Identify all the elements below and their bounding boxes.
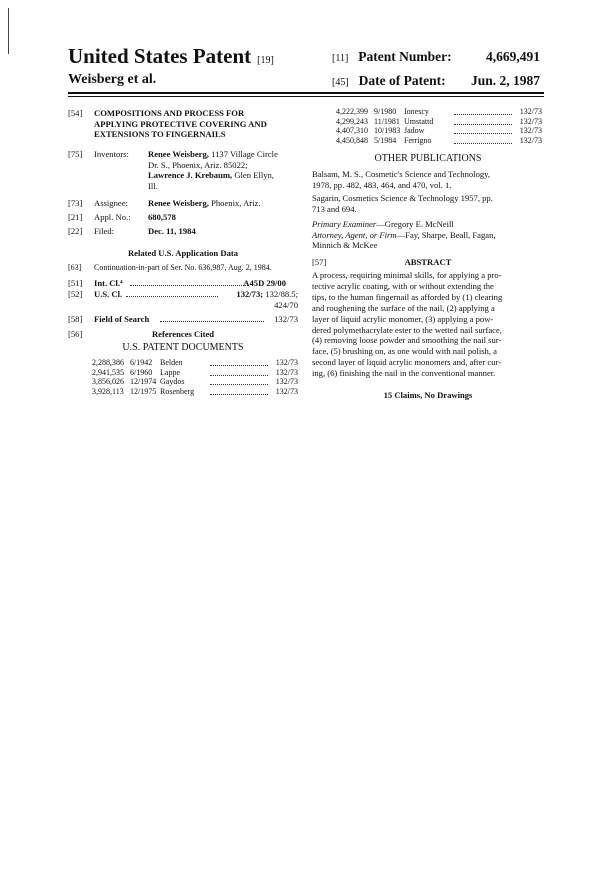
patent-title: COMPOSITIONS AND PROCESS FOR APPLYING PROTECTIVE COVERING AND EXTENSIONS TO FINGERNAILS bbox=[94, 108, 267, 140]
dot-leader bbox=[210, 387, 268, 395]
reference-number: 3,928,113 bbox=[92, 386, 124, 396]
reference-date: 10/1983 bbox=[374, 126, 401, 135]
header-rule bbox=[68, 92, 544, 94]
reference-class: 132/73 bbox=[275, 358, 298, 367]
reference-class: 132/73 bbox=[519, 135, 542, 145]
reference-date: 6/1960 bbox=[130, 367, 153, 377]
claims-summary: 15 Claims, No Drawings bbox=[383, 390, 473, 400]
reference-class: 132/73 bbox=[519, 126, 542, 135]
us-docs-heading: U.S. PATENT DOCUMENTS bbox=[122, 342, 244, 353]
reference-number: 4,407,310 bbox=[336, 126, 368, 135]
abstract-text: A process, requiring minimal skills, for applying a pro- tective acrylic coating, with or without extending the tips, to the human fingernail as afforded by (1) clearing and roughening the surface of the nail, (2) applying a layer of liquid acrylic monomer, (3) applying a pow- dered polymethacrylate ester to the wetted nail surface, (4) removing loose powder and smoothing the nail sur- face, (5) brushing on, as one would with nail polish, a second layer of liquid acrylic monomers and, after cur- ing, (6) finishing the nail in the conventional manner. bbox=[312, 270, 503, 379]
dot-leader bbox=[454, 126, 512, 134]
reference-name: Umstattd bbox=[404, 116, 434, 126]
reference-date: 6/1942 bbox=[130, 358, 153, 367]
publication-1: Balsam, M. S., Cosmetic's Science and Technology, 1978, pp. 482, 483, 464, and 470, vol. 1. bbox=[312, 169, 491, 190]
reference-number: 4,222,399 bbox=[336, 107, 368, 116]
reference-class: 132/73 bbox=[519, 116, 542, 126]
reference-number: 2,941,535 bbox=[92, 367, 124, 377]
reference-name: Jadow bbox=[404, 126, 425, 135]
reference-class: 132/73 bbox=[275, 367, 298, 377]
reference-row bbox=[92, 387, 298, 398]
patent-number: [11] Patent Number: 4,669,491 bbox=[332, 49, 540, 64]
reference-row bbox=[336, 136, 542, 147]
reference-date: 9/1980 bbox=[374, 107, 397, 116]
dot-leader bbox=[454, 107, 512, 115]
reference-class: 132/73 bbox=[275, 377, 298, 386]
patent-date: [45] Date of Patent: Jun. 2, 1987 bbox=[332, 73, 540, 88]
scan-mark bbox=[8, 8, 9, 54]
dot-leader bbox=[210, 358, 268, 366]
reference-class: 132/73 bbox=[275, 386, 298, 396]
reference-date: 11/1981 bbox=[374, 116, 400, 126]
reference-number: 4,450,848 bbox=[336, 135, 368, 145]
reference-date: 12/1974 bbox=[130, 377, 157, 386]
reference-name: Belden bbox=[160, 358, 183, 367]
reference-date: 12/1975 bbox=[130, 386, 157, 396]
related-heading: Related U.S. Application Data bbox=[127, 248, 239, 258]
dot-leader bbox=[210, 368, 268, 376]
dot-leader bbox=[454, 136, 512, 144]
abstract-heading-row: [57] ABSTRACT bbox=[312, 257, 452, 267]
reference-name: Ferrigno bbox=[404, 135, 432, 145]
patent-country-title: United States Patent [19] bbox=[68, 44, 274, 68]
reference-number: 3,856,026 bbox=[92, 377, 124, 386]
reference-name: Gaydos bbox=[160, 377, 185, 386]
reference-name: Ionescy bbox=[404, 107, 429, 116]
other-publications-heading: OTHER PUBLICATIONS bbox=[374, 153, 482, 164]
reference-number: 4,299,243 bbox=[336, 116, 368, 126]
examiner-block: Primary Examiner—Gregory E. McNeill Attorney, Agent, or Firm—Fay, Sharpe, Beall, Fagan, Minnich & McKee bbox=[312, 219, 496, 251]
inventors-value: Renee Weisberg, 1137 Village Circle Dr. S., Phoenix, Ariz. 85022; Lawrence J. Krebaum, Glen Ellyn, Ill. bbox=[148, 149, 278, 191]
reference-name: Rosenberg bbox=[160, 386, 195, 396]
header-rule-thin bbox=[68, 96, 544, 97]
reference-class: 132/73 bbox=[519, 107, 542, 116]
reference-name: Lappe bbox=[160, 367, 180, 377]
publication-2: Sagarin, Cosmetics Science & Technology 1957, pp. 713 and 694. bbox=[312, 193, 493, 214]
patent-inventors-short: Weisberg et al. bbox=[68, 72, 157, 87]
reference-number: 2,288,386 bbox=[92, 358, 124, 367]
dot-leader bbox=[210, 377, 268, 385]
dot-leader bbox=[454, 117, 512, 125]
reference-date: 5/1984 bbox=[374, 135, 397, 145]
